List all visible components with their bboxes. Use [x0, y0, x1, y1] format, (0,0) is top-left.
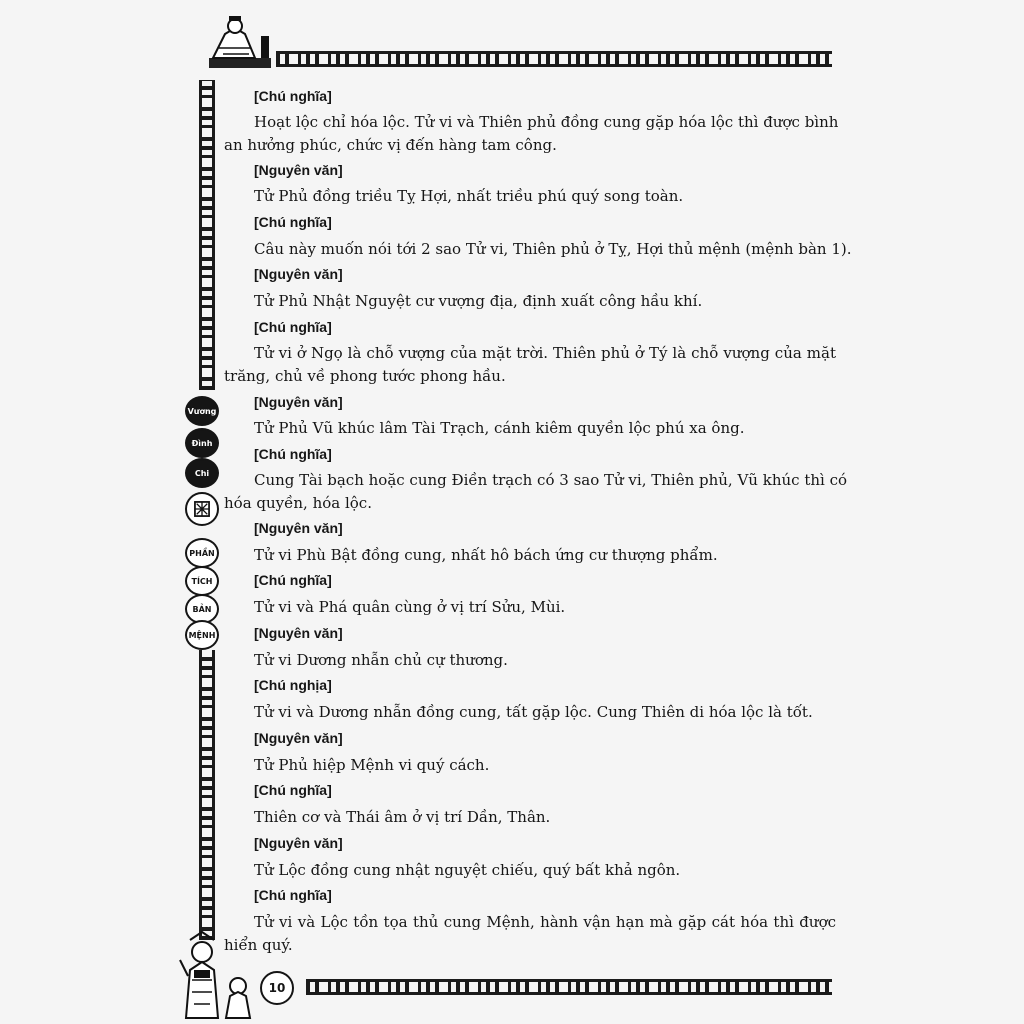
section-label: [Nguyên văn]: [254, 394, 343, 410]
section-label: [Nguyên văn]: [254, 625, 343, 641]
section-label: [Chú nghĩa]: [254, 572, 332, 588]
side-tab-phan: PHẦN: [185, 538, 219, 568]
text-line: Tử vi và Dương nhẫn đồng cung, tất gặp lộc. Cung Thiên di hóa lộc là tốt.: [254, 703, 813, 721]
text-line: Hoạt lộc chỉ hóa lộc. Tử vi và Thiên phủ đồng cung gặp hóa lộc thì được bình: [254, 113, 839, 131]
section-label: [Nguyên văn]: [254, 162, 343, 178]
greek-key-border-bottom: [306, 979, 832, 995]
text-line: hiển quý.: [224, 936, 293, 954]
text-line: Tử vi và Phá quân cùng ở vị trí Sửu, Mùi.: [254, 598, 566, 616]
section-label: [Chú nghĩa]: [254, 782, 332, 798]
scholar-figure-illustration: [205, 14, 275, 74]
text-line: Tử Phủ đồng triều Tỵ Hợi, nhất triều phú quý song toàn.: [254, 187, 684, 205]
warrior-figures-illustration: [176, 930, 258, 1020]
page-number: 10: [260, 971, 294, 1005]
text-line: Tử Phủ Nhật Nguyệt cư vượng địa, định xuất công hầu khí.: [254, 292, 703, 310]
section-label: [Nguyên văn]: [254, 266, 343, 282]
text-line: Tử vi Dương nhẫn chủ cự thương.: [254, 651, 508, 669]
side-tab-menh: MỆNH: [185, 620, 219, 650]
section-label: [Chú nghĩa]: [254, 88, 332, 104]
text-line: Tử vi ở Ngọ là chỗ vượng của mặt trời. Thiên phủ ở Tý là chỗ vượng của mặt: [254, 344, 836, 362]
text-line: Tử Phủ Vũ khúc lâm Tài Trạch, cánh kiêm quyền lộc phú xa ông.: [254, 419, 745, 437]
section-label: [Nguyên văn]: [254, 730, 343, 746]
text-line: Câu này muốn nói tới 2 sao Tử vi, Thiên phủ ở Tỵ, Hợi thủ mệnh (mệnh bàn 1).: [254, 240, 852, 258]
text-line: Tử vi Phù Bật đồng cung, nhất hô bách ứng cư thượng phẩm.: [254, 546, 718, 564]
text-line: Cung Tài bạch hoặc cung Điền trạch có 3 sao Tử vi, Thiên phủ, Vũ khúc thì có: [254, 471, 847, 489]
text-line: Tử Phủ hiệp Mệnh vi quý cách.: [254, 756, 490, 774]
section-label: [Chú nghĩa]: [254, 446, 332, 462]
side-tab-tich: TÍCH: [185, 566, 219, 596]
section-label: [Nguyên văn]: [254, 520, 343, 536]
section-label: [Nguyên văn]: [254, 835, 343, 851]
side-tab-chi: Chi: [185, 458, 219, 488]
seal-emblem-icon: [185, 492, 219, 526]
text-line: Tử Lộc đồng cung nhật nguyệt chiếu, quý bất khả ngôn.: [254, 861, 681, 879]
side-tab-vuong: Vương: [185, 396, 219, 426]
text-line: an hưởng phúc, chức vị đến hàng tam công.: [224, 136, 557, 154]
section-label: [Chú nghĩa]: [254, 214, 332, 230]
greek-key-border-left-upper: [199, 80, 215, 390]
text-line: Thiên cơ và Thái âm ở vị trí Dần, Thân.: [254, 808, 551, 826]
text-line: hóa quyền, hóa lộc.: [224, 494, 372, 512]
text-line: trăng, chủ về phong tước phong hầu.: [224, 367, 506, 385]
side-tab-ban: BẢN: [185, 594, 219, 624]
side-tab-dinh: Đình: [185, 428, 219, 458]
greek-key-border-top: [276, 51, 832, 67]
greek-key-border-left-lower: [199, 650, 215, 940]
text-line: Tử vi và Lộc tồn tọa thủ cung Mệnh, hành vận hạn mà gặp cát hóa thì được: [254, 913, 836, 931]
section-label: [Chú nghĩa]: [254, 319, 332, 335]
section-label: [Chú nghĩa]: [254, 887, 332, 903]
section-label: [Chú nghịa]: [254, 677, 332, 693]
